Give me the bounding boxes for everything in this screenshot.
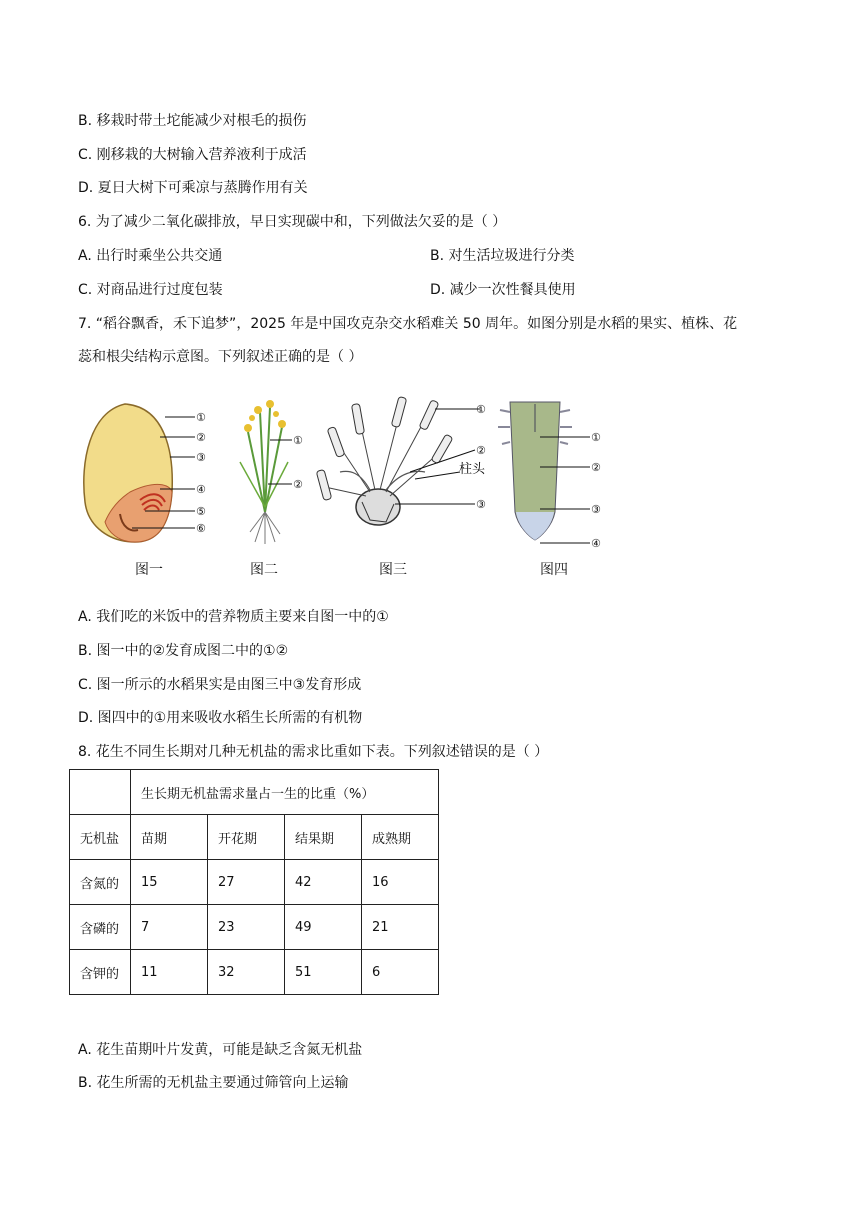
fig1-label-5: ⑤	[196, 505, 206, 518]
fig1-label-3: ③	[196, 451, 206, 464]
table-col-header: 苗期	[131, 815, 208, 860]
table-cell: 27	[208, 860, 285, 905]
table-cell: 6	[362, 950, 439, 995]
table-row	[70, 950, 439, 995]
q8-table	[69, 769, 439, 995]
q5-option-b: B. 移栽时带土坨能减少对根毛的损伤	[78, 113, 307, 129]
q6-option-b: B. 对生活垃圾进行分类	[430, 248, 575, 264]
table-cell: 49	[285, 905, 362, 950]
q7-option-c: C. 图一所示的水稻果实是由图三中③发育形成	[78, 677, 362, 693]
fig4-label-2: ②	[591, 461, 601, 474]
fig3-label-1: ①	[476, 403, 486, 416]
table-cell: 42	[285, 860, 362, 905]
fig4-label-3: ③	[591, 503, 601, 516]
q8-option-b: B. 花生所需的无机盐主要通过筛管向上运输	[78, 1075, 349, 1091]
q8-option-a: A. 花生苗期叶片发黄，可能是缺乏含氮无机盐	[78, 1042, 363, 1058]
q8-stem: 8. 花生不同生长期对几种无机盐的需求比重如下表。下列叙述错误的是（ ）	[78, 744, 549, 760]
fig4-caption: 图四	[540, 562, 568, 578]
table-cell: 含氮的	[70, 860, 131, 905]
table-cell: 21	[362, 905, 439, 950]
table-cell: 7	[131, 905, 208, 950]
fig2-label-1: ①	[293, 434, 303, 447]
fig3-label-3: ③	[476, 498, 486, 511]
table-col-header: 开花期	[208, 815, 285, 860]
fig1-label-2: ②	[196, 431, 206, 444]
fig4-label-1: ①	[591, 431, 601, 444]
table-col-header: 结果期	[285, 815, 362, 860]
q7-stem-line1: 7. “稻谷飘香，禾下追梦”，2025 年是中国攻克杂交水稻难关 50 周年。如图分别是水稻的果实、植株、花	[78, 316, 738, 332]
table-cell: 含磷的	[70, 905, 131, 950]
table-row	[70, 860, 439, 905]
q5-option-d: D. 夏日大树下可乘凉与蒸腾作用有关	[78, 180, 308, 196]
fig1-label-6: ⑥	[196, 522, 206, 535]
fig4-root-tip	[498, 402, 601, 578]
q7-option-a: A. 我们吃的米饭中的营养物质主要来自图一中的①	[78, 609, 389, 625]
table-cell: 32	[208, 950, 285, 995]
q7-option-b: B. 图一中的②发育成图二中的①②	[78, 643, 289, 659]
table-cell: 16	[362, 860, 439, 905]
q5-option-c: C. 刚移栽的大树输入营养液利于成活	[78, 147, 307, 163]
table-cell: 23	[208, 905, 285, 950]
q7-stem-line2: 蕊和根尖结构示意图。下列叙述正确的是（ ）	[78, 349, 363, 365]
fig3-label-2: ②	[476, 444, 486, 457]
fig2-label-2: ②	[293, 478, 303, 491]
table-row	[70, 815, 439, 860]
table-row	[70, 770, 439, 815]
table-cell: 11	[131, 950, 208, 995]
fig3-stigma-label: 柱头	[459, 462, 486, 477]
table-row	[70, 905, 439, 950]
fig1-label-1: ①	[196, 411, 206, 424]
fig2-rice-plant	[240, 400, 303, 578]
q6-option-a: A. 出行时乘坐公共交通	[78, 248, 223, 264]
q6-option-c: C. 对商品进行过度包装	[78, 282, 223, 298]
table-cell: 含钾的	[70, 950, 131, 995]
fig1-caption: 图一	[135, 562, 163, 578]
fig4-label-4: ④	[591, 537, 601, 550]
q6-option-d: D. 减少一次性餐具使用	[430, 282, 576, 298]
table-row-header: 无机盐	[70, 815, 131, 860]
table-cell: 15	[131, 860, 208, 905]
table-corner	[70, 770, 131, 815]
fig1-rice-grain	[84, 404, 206, 578]
table-header-top: 生长期无机盐需求量占一生的比重（%）	[131, 770, 439, 815]
fig3-rice-flower	[316, 396, 486, 578]
fig1-label-4: ④	[196, 483, 206, 496]
fig3-caption: 图三	[379, 562, 407, 578]
q6-stem: 6. 为了减少二氧化碳排放，早日实现碳中和，下列做法欠妥的是（ ）	[78, 214, 507, 230]
fig2-caption: 图二	[250, 562, 278, 578]
q7-option-d: D. 图四中的①用来吸收水稻生长所需的有机物	[78, 710, 363, 726]
q7-figure-svg	[70, 392, 630, 592]
q7-figures	[70, 392, 630, 592]
table-col-header: 成熟期	[362, 815, 439, 860]
table-cell: 51	[285, 950, 362, 995]
